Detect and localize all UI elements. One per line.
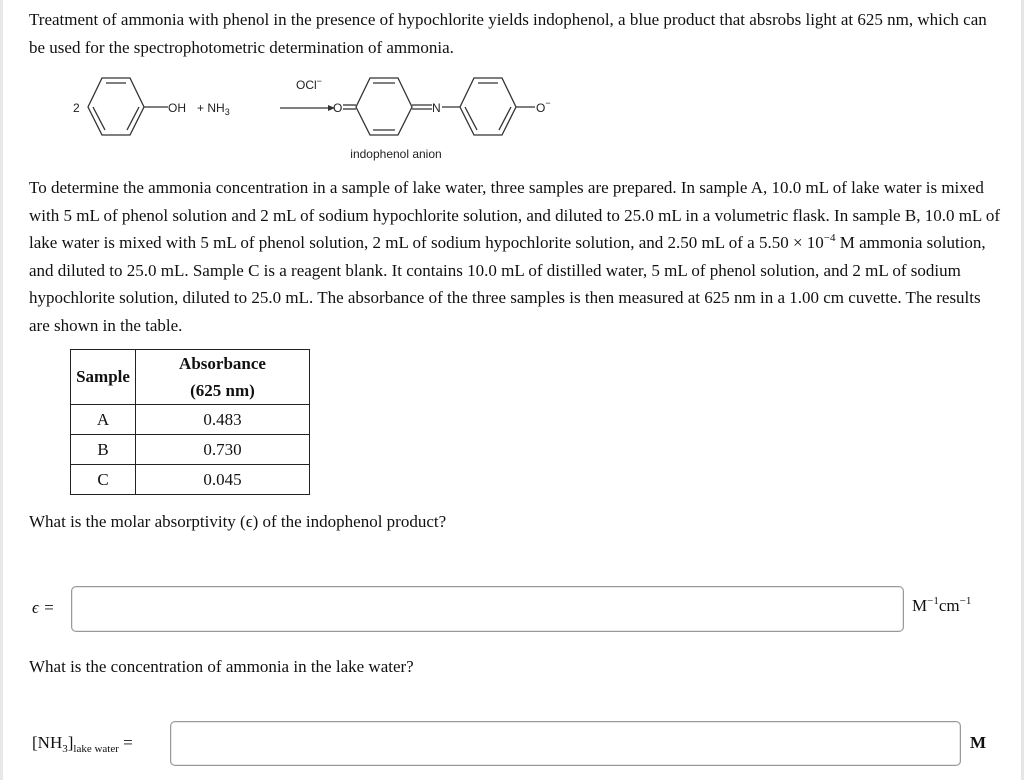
header-absorbance: Absorbance (625 nm) xyxy=(136,350,310,405)
ammonia-concentration-label: $[NH_3]_{lake water}$ = xyxy=(32,733,133,755)
intro-paragraph: Treatment of ammonia with phenol in the presence of hypochlorite yields indophenol, a blue product that absrobs light at 625 nm, which can be used for the spectrophotometric determination of ammonia. xyxy=(29,10,987,57)
table-row xyxy=(71,435,310,465)
table-row xyxy=(71,465,310,495)
setup-text-1: To determine the ammonia concentration in a sample of lake water, three samples are prepared. In sample A, 10.0 mL of lake water is mixed with 5 mL of phenol solution and 2 mL of sodium hypochlorite solution, and diluted to 25.0 mL in a volumetric flask. In sample B, 10.0 mL of lake water is mixed with 5 mL of phenol solution, 2 mL of sodium hypochlorite solution, and 2.50 mL of a 5.50 × 10 xyxy=(29,178,1001,252)
header-sample: Sample xyxy=(71,350,136,405)
molar-absorptivity-input[interactable] xyxy=(71,586,904,632)
sample-cell: C xyxy=(71,465,136,495)
left-border xyxy=(0,0,3,780)
epsilon-unit: $M^{-1}cm^{-1}$ xyxy=(912,595,972,615)
product-label: indophenol anion xyxy=(350,147,442,161)
table-row xyxy=(71,405,310,435)
ammonia-concentration-input[interactable] xyxy=(170,721,961,766)
absorbance-cell: 0.483 xyxy=(136,405,310,435)
reaction-scheme xyxy=(60,70,660,170)
quinone-ring-icon xyxy=(343,78,432,135)
absorbance-cell: 0.730 xyxy=(136,435,310,465)
phenoxide-oxygen: O− xyxy=(536,98,551,115)
epsilon-label: ϵ = xyxy=(32,598,55,617)
absorbance-cell: 0.045 xyxy=(136,465,310,495)
setup-paragraph xyxy=(29,174,1004,339)
carbonyl-oxygen: O xyxy=(333,101,343,115)
hypochlorite-reagent: OCl− xyxy=(296,76,322,92)
imine-nitrogen: N xyxy=(432,101,441,115)
question-molar-absorptivity: What is the molar absorptivity (ϵ) of the indophenol product? xyxy=(29,512,447,531)
exponent: −4 xyxy=(823,232,836,244)
oh-group: OH xyxy=(168,101,186,115)
phenoxide-ring-icon xyxy=(442,78,535,135)
question-ammonia-concentration: What is the concentration of ammonia in the lake water? xyxy=(29,657,414,676)
setup-text-2: M ammonia solution, and diluted to 25.0 mL. Sample C is a reagent blank. It contains 10.0 mL of distilled water, 5 mL of phenol solution, and 2 mL of sodium hypochlorite solution, diluted to 25.0 mL. The absorbance of the three samples is then measured at 625 nm in a 1.00 cm cuvette. The results are shown in the table. xyxy=(29,233,986,335)
ammonia-label: + $NH_3$ xyxy=(197,101,230,117)
phenol-ring-icon xyxy=(88,78,168,135)
sample-cell: A xyxy=(71,405,136,435)
molarity-unit: M xyxy=(970,733,987,752)
absorbance-table xyxy=(70,349,310,495)
reaction-arrow-icon xyxy=(280,105,335,111)
sample-cell: B xyxy=(71,435,136,465)
coefficient: 2 xyxy=(73,101,80,115)
